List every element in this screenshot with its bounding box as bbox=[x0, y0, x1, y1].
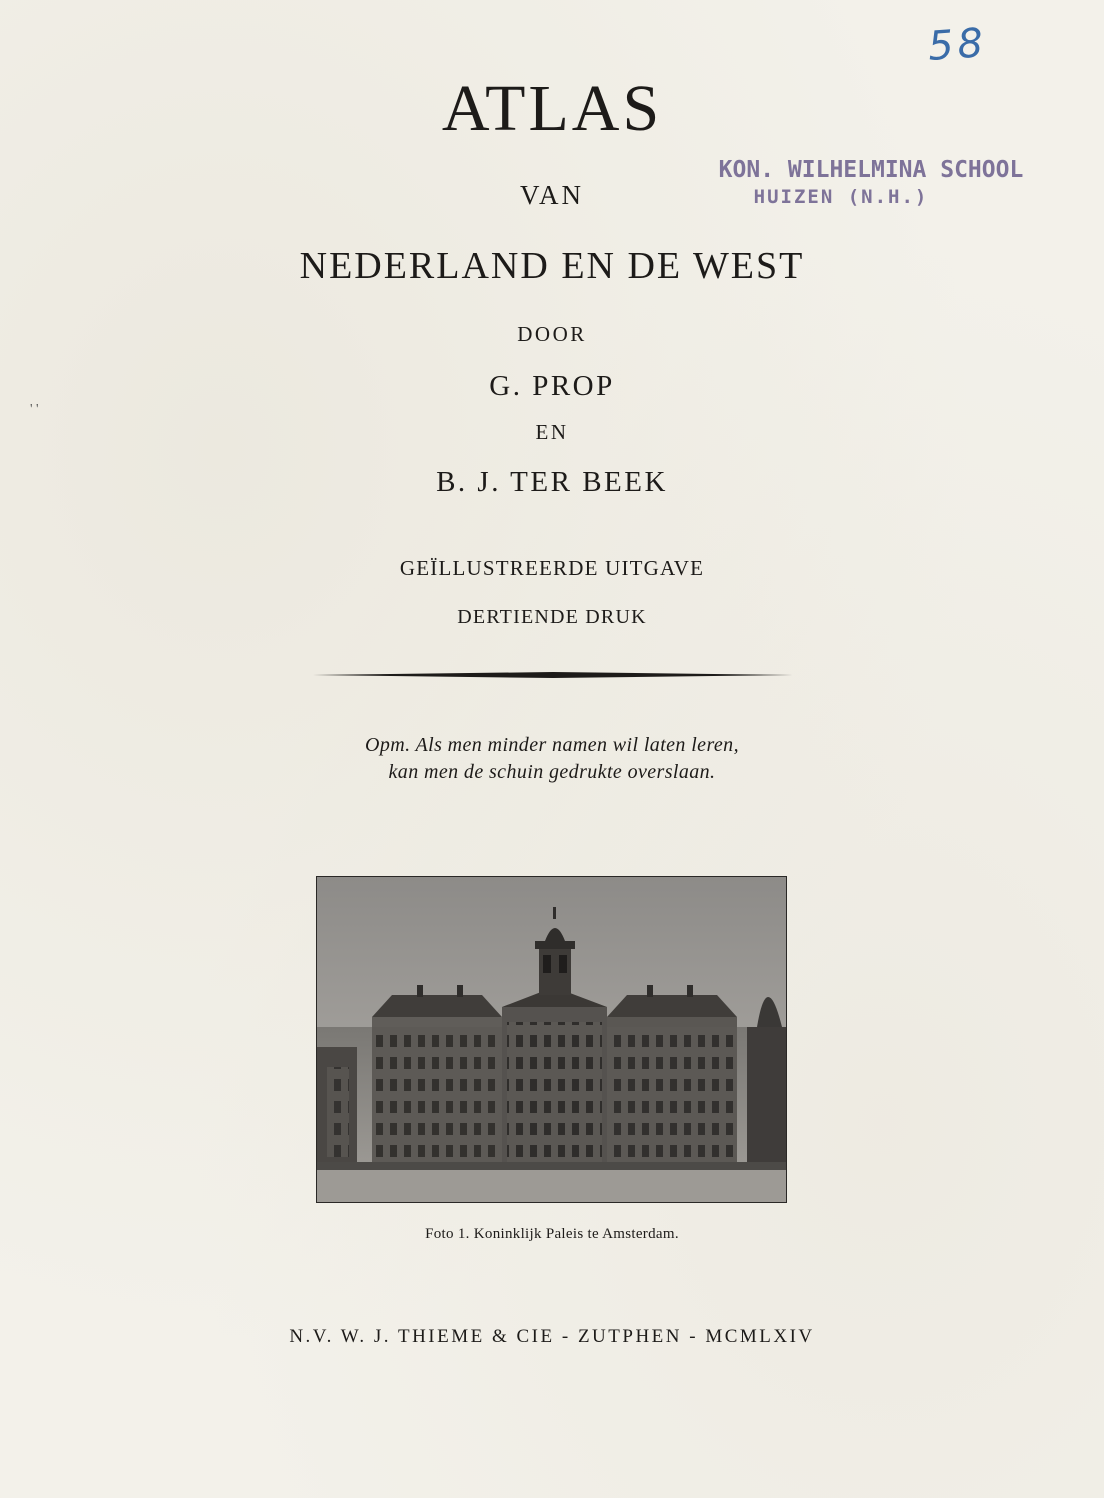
edition-label: GEÏLLUSTREERDE UITGAVE bbox=[399, 556, 705, 580]
subtitle: NEDERLAND EN DE WEST bbox=[299, 245, 805, 287]
author-second: B. J. TER BEEK bbox=[436, 466, 668, 498]
printing-label: DERTIENDE DRUK bbox=[457, 606, 647, 628]
note-line-1: Opm. Als men minder namen wil laten leren, bbox=[365, 734, 739, 756]
margin-marks: ' ' bbox=[30, 402, 39, 417]
photo-caption: Foto 1. Koninklijk Paleis te Amsterdam. bbox=[425, 1226, 679, 1242]
publisher-imprint: N.V. W. J. THIEME & CIE - ZUTPHEN - MCMLXIV bbox=[289, 1326, 815, 1347]
note bbox=[0, 732, 1104, 786]
title-connector: VAN bbox=[519, 180, 584, 210]
author-first: G. PROP bbox=[489, 370, 615, 402]
decorative-rule bbox=[313, 672, 793, 678]
palace-photo bbox=[316, 876, 787, 1203]
school-stamp bbox=[666, 156, 1076, 210]
note-line-2: kan men de schuin gedrukte overslaan. bbox=[388, 761, 716, 783]
and-label: EN bbox=[535, 420, 569, 444]
stamp-line-1: KON. WILHELMINA SCHOOL bbox=[718, 157, 1024, 183]
by-label: DOOR bbox=[517, 322, 587, 346]
title: ATLAS bbox=[441, 72, 663, 145]
stamp-line-2: HUIZEN (N.H.) bbox=[753, 186, 929, 208]
handwritten-page-number: 58 bbox=[926, 20, 989, 70]
